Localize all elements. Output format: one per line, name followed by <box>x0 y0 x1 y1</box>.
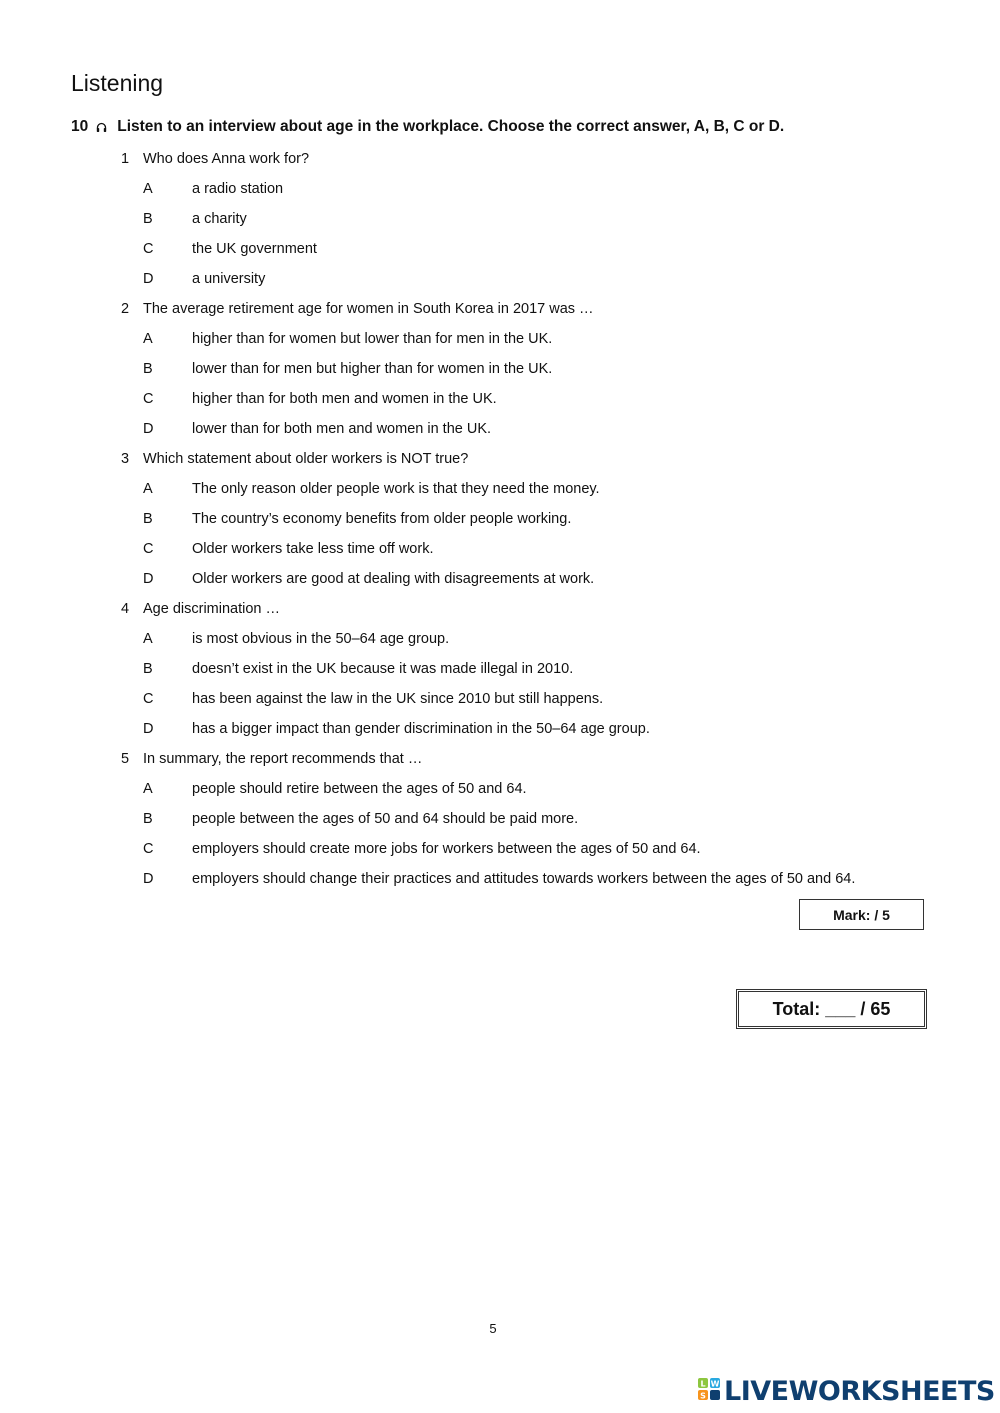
option-letter: A <box>143 181 153 197</box>
option-letter: A <box>143 781 153 797</box>
headphones-icon <box>96 122 107 133</box>
question-1 <box>121 144 941 294</box>
option-text: a radio station <box>192 181 284 197</box>
option-3a[interactable] <box>121 474 941 504</box>
option-text: higher than for both men and women in the UK. <box>192 391 497 407</box>
option-text: lower than for men but higher than for women in the UK. <box>192 361 553 377</box>
option-2c[interactable] <box>121 384 941 414</box>
option-letter: D <box>143 871 154 887</box>
option-2d[interactable] <box>121 414 941 444</box>
option-letter: D <box>143 571 154 587</box>
question-number: 3 <box>121 451 130 467</box>
option-text: is most obvious in the 50–64 age group. <box>192 631 450 647</box>
question-number: 2 <box>121 301 130 317</box>
option-letter: A <box>143 481 153 497</box>
option-letter: D <box>143 721 154 737</box>
option-text: people between the ages of 50 and 64 should be paid more. <box>192 811 579 827</box>
liveworksheets-wordmark: LIVEWORKSHEETS <box>724 1376 995 1407</box>
option-letter: C <box>143 241 154 257</box>
option-text: has a bigger impact than gender discrimination in the 50–64 age group. <box>192 721 650 737</box>
option-4b[interactable] <box>121 654 941 684</box>
option-5c[interactable] <box>121 834 941 864</box>
section-title: Listening <box>71 70 164 96</box>
option-letter: C <box>143 841 154 857</box>
option-letter: D <box>143 271 154 287</box>
option-text: employers should change their practices and attitudes towards workers between the ages of 50 and 64. <box>192 871 856 887</box>
question-stem <box>121 144 941 174</box>
option-1c[interactable] <box>121 234 941 264</box>
question-number: 1 <box>121 151 130 167</box>
question-text: Age discrimination … <box>143 601 280 617</box>
option-text: lower than for both men and women in the UK. <box>192 421 492 437</box>
option-text: the UK government <box>192 241 317 257</box>
mark-box: Mark: / 5 <box>799 899 924 930</box>
option-4d[interactable] <box>121 714 941 744</box>
question-4 <box>121 594 941 744</box>
option-text: people should retire between the ages of 50 and 64. <box>192 781 527 797</box>
option-text: doesn’t exist in the UK because it was made illegal in 2010. <box>192 661 574 677</box>
option-text: employers should create more jobs for workers between the ages of 50 and 64. <box>192 841 701 857</box>
option-3c[interactable] <box>121 534 941 564</box>
option-text: The only reason older people work is that they need the money. <box>192 481 600 497</box>
option-letter: B <box>143 211 153 227</box>
svg-text:L: L <box>700 1379 706 1389</box>
question-stem <box>121 594 941 624</box>
question-list <box>121 144 941 894</box>
option-text: Older workers are good at dealing with disagreements at work. <box>192 571 595 587</box>
option-text: higher than for women but lower than for men in the UK. <box>192 331 553 347</box>
instruction-text: Listen to an interview about age in the workplace. Choose the correct answer, A, B, C or D. <box>117 118 785 135</box>
question-5 <box>121 744 941 894</box>
option-1d[interactable] <box>121 264 941 294</box>
option-3d[interactable] <box>121 564 941 594</box>
page-number: 5 <box>489 1321 497 1336</box>
option-2b[interactable] <box>121 354 941 384</box>
svg-text:S: S <box>700 1391 706 1401</box>
option-letter: B <box>143 811 153 827</box>
option-text: The country’s economy benefits from older people working. <box>192 511 572 527</box>
option-1b[interactable] <box>121 204 941 234</box>
liveworksheets-logo-icon <box>697 1377 721 1406</box>
question-stem <box>121 744 941 774</box>
option-letter: B <box>143 661 153 677</box>
question-stem <box>121 294 941 324</box>
option-letter: B <box>143 511 153 527</box>
option-letter: C <box>143 391 154 407</box>
option-letter: C <box>143 691 154 707</box>
option-2a[interactable] <box>121 324 941 354</box>
exercise-instruction <box>71 118 784 136</box>
question-2 <box>121 294 941 444</box>
option-4c[interactable] <box>121 684 941 714</box>
total-box: Total: ___ / 65 <box>736 989 927 1029</box>
option-text: a university <box>192 271 266 287</box>
option-1a[interactable] <box>121 174 941 204</box>
option-5b[interactable] <box>121 804 941 834</box>
option-3b[interactable] <box>121 504 941 534</box>
option-text: a charity <box>192 211 247 227</box>
option-letter: A <box>143 631 153 647</box>
svg-text:W: W <box>710 1379 720 1389</box>
option-letter: D <box>143 421 154 437</box>
option-5a[interactable] <box>121 774 941 804</box>
option-text: Older workers take less time off work. <box>192 541 434 557</box>
question-text: In summary, the report recommends that … <box>143 751 423 767</box>
question-text: Who does Anna work for? <box>143 151 310 167</box>
question-text: Which statement about older workers is NOT true? <box>143 451 469 467</box>
question-number: 5 <box>121 751 130 767</box>
option-letter: A <box>143 331 153 347</box>
question-3 <box>121 444 941 594</box>
question-number: 4 <box>121 601 130 617</box>
option-letter: B <box>143 361 153 377</box>
liveworksheets-brand[interactable] <box>697 1376 995 1407</box>
question-text: The average retirement age for women in South Korea in 2017 was … <box>143 301 594 317</box>
question-stem <box>121 444 941 474</box>
option-5d[interactable] <box>121 864 941 894</box>
option-4a[interactable] <box>121 624 941 654</box>
option-letter: C <box>143 541 154 557</box>
option-text: has been against the law in the UK since 2010 but still happens. <box>192 691 604 707</box>
exercise-number: 10 <box>71 118 89 135</box>
